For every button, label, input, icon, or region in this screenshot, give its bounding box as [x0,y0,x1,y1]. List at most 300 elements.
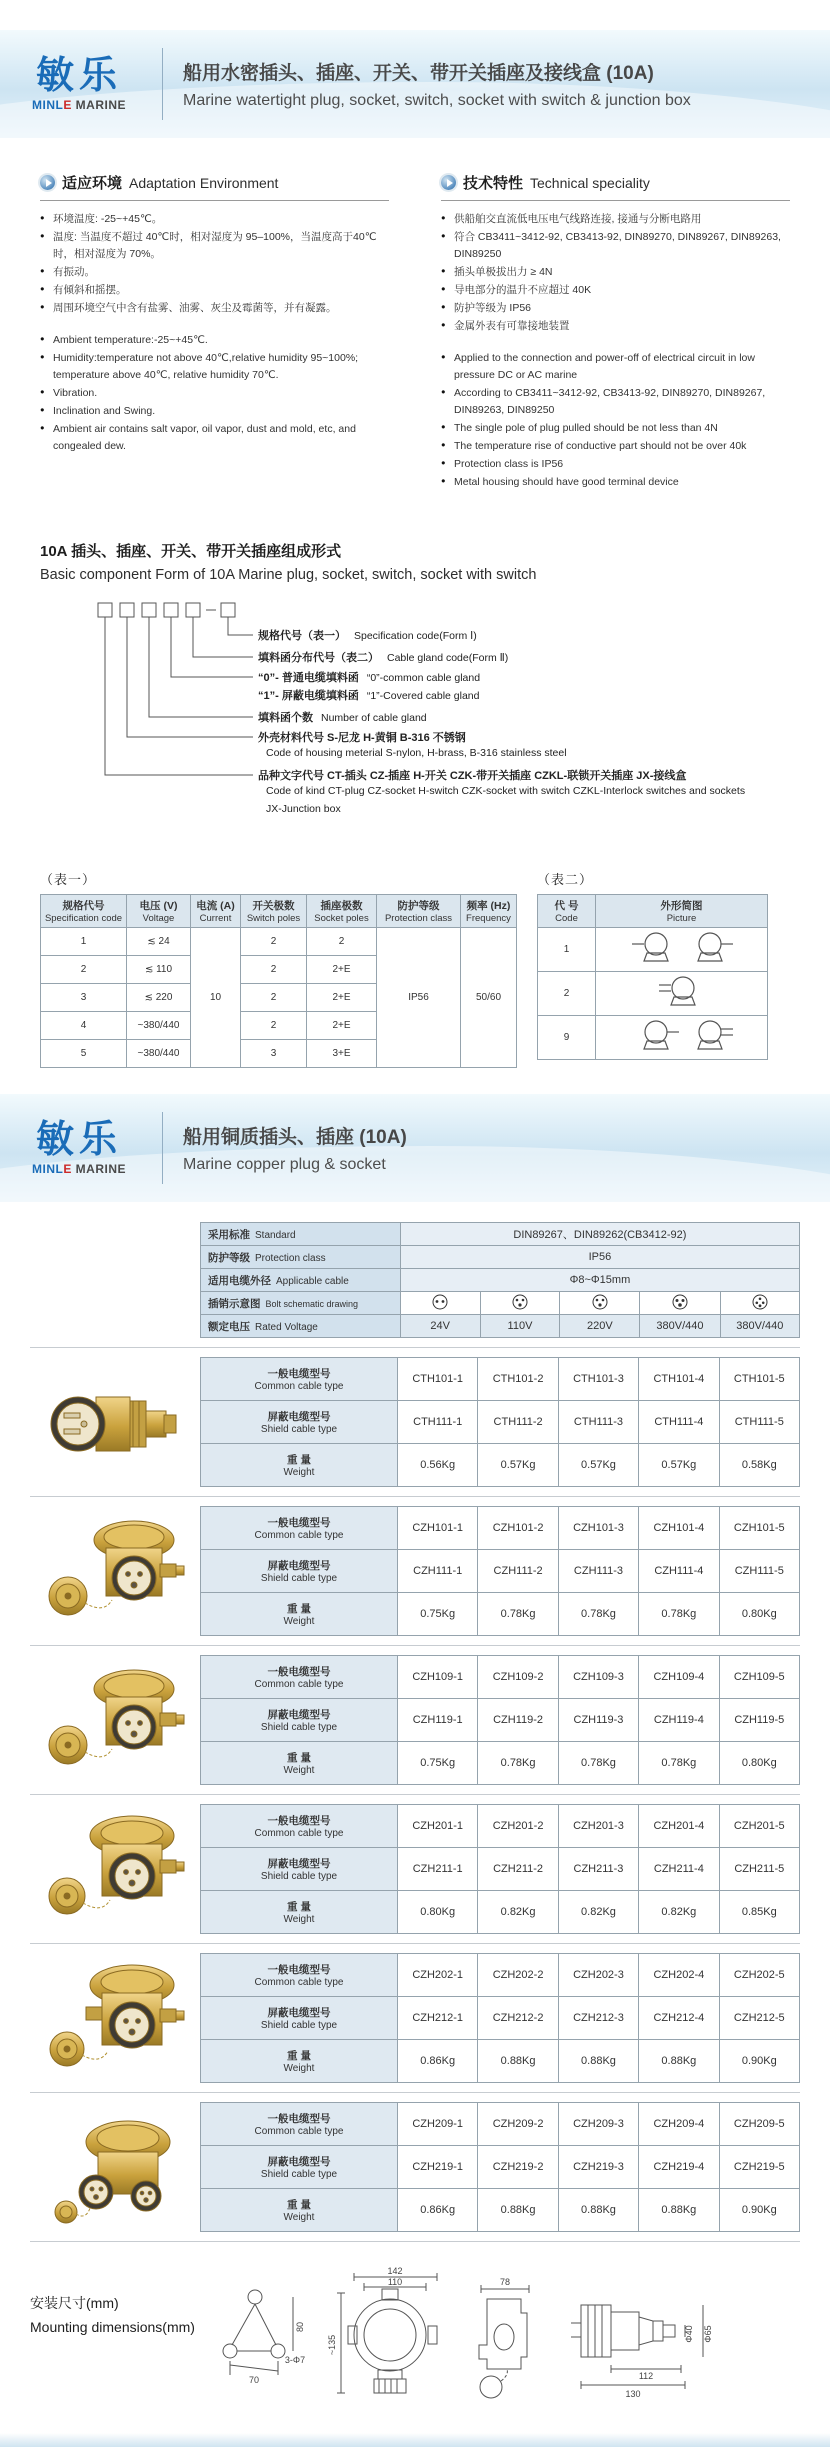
gland-picture-1 [596,928,768,972]
code-label: JX-Junction box [266,803,341,815]
cell: ≲ 110 [127,956,191,984]
brand-logo [0,1118,158,1176]
divider [162,48,163,120]
mounting-section [0,2251,830,2415]
group-separator [30,1943,800,1944]
mounting-title-en: Mounting dimensions(mm) [30,2319,195,2335]
adaptation-list-cn [40,211,389,317]
model-cell: CZH219-3 [558,2146,638,2189]
page2-title-cn: 船用铜质插头、插座 (10A) [183,1127,407,1148]
table-row [201,2189,800,2232]
cell: 1 [538,928,596,972]
feature-columns [0,138,830,492]
voltage-cell: 380V/440 [720,1315,799,1338]
list-item: ● 温度: 当温度不超过 40℃时，相对湿度为 95–100%，当温度高于40℃时，相对湿度为 70%。 [40,229,389,263]
pin-diagram-2p-icon [400,1292,480,1315]
cell: 2+E [307,956,377,984]
col-header: 电压 (V) Voltage [127,895,191,928]
model-cell: CZH201-2 [478,1805,558,1848]
voltage-cell: 110V [480,1315,560,1338]
play-bullet-icon [441,175,456,190]
list-item: ● 防护等级为 IP56 [441,300,790,317]
technical-list-en [441,350,790,491]
model-cell: CZH119-2 [478,1699,558,1742]
common-type-label: 一般电缆型号 Common cable type [201,1954,398,1997]
weight-cell: 0.78Kg [639,1742,719,1785]
list-item: ● According to CB3411~3412-92, CB3413-92, DIN89270, DIN89267, DIN89263, DIN89250 [441,385,790,419]
model-cell: CTH101-2 [478,1358,558,1401]
table-row [201,2040,800,2083]
model-table [200,1953,800,2083]
weight-cell: 0.78Kg [558,1593,638,1636]
model-cell: CZH201-5 [719,1805,799,1848]
model-cell: CZH109-5 [719,1656,799,1699]
adaptation-heading [40,172,389,201]
table-row [201,1891,800,1934]
cell: 4 [41,1012,127,1040]
shield-type-label: 屏蔽电缆型号 Shield cable type [201,1550,398,1593]
weight-cell: 0.86Kg [398,2040,478,2083]
form1-table [40,894,517,1068]
list-item: ● 周围环境空气中含有盐雾、油雾、灰尘及霉菌等，并有凝露。 [40,300,389,317]
list-item: ● Ambient air contains salt vapor, oil vapor, dust and mold, etc, and congealed dew. [40,421,389,455]
brand-logo-en: MINLE MARINE [31,97,126,112]
weight-cell: 0.56Kg [398,1444,478,1487]
table-row [538,928,768,972]
table-row [201,1292,800,1315]
model-cell: CZH119-4 [639,1699,719,1742]
pin-diagram-2pe-icon [480,1292,560,1315]
model-cell: CZH109-2 [478,1656,558,1699]
technical-heading-en: Technical speciality [530,174,650,191]
list-item: ● 有振动。 [40,264,389,281]
weight-label: 重 量 Weight [201,1742,398,1785]
gland-diagram-icon [612,1017,752,1055]
page-title-en: Marine watertight plug, socket, switch, socket with switch & junction box [183,92,691,109]
cell: 5 [41,1040,127,1068]
weight-cell: 0.88Kg [478,2040,558,2083]
group-separator [30,1794,800,1795]
dim-f65: Φ65 [703,2325,713,2343]
list-item: ● Metal housing should have good terminal device [441,474,790,491]
model-cell: CZH109-1 [398,1656,478,1699]
table-row [201,1997,800,2040]
model-cell: CTH111-1 [398,1401,478,1444]
spec-tables [0,869,830,1068]
weight-cell: 0.75Kg [398,1742,478,1785]
cell: ≲ 220 [127,984,191,1012]
model-table [200,1804,800,1934]
cell: 2 [241,984,307,1012]
table-row [538,1016,768,1060]
weight-label: 重 量 Weight [201,1444,398,1487]
form1-caption: （表一） [40,872,97,887]
code-label: 外壳材料代号 S-尼龙 H-黄铜 B-316 不锈钢 [258,732,466,744]
technical-list-cn [441,211,790,335]
code-label: 品种文字代号 CT-插头 CZ-插座 H-开关 CZK-带开关插座 CZKL-联锁开关插座 JX-接线盒 [258,770,687,782]
table-row [41,928,517,956]
voltage-cell: 24V [400,1315,480,1338]
socket-photo-illustration [40,1661,190,1779]
brand-logo-en: MINLE MARINE [31,1161,126,1176]
model-cell: CTH111-3 [558,1401,638,1444]
cell: 3 [241,1040,307,1068]
cell: 3+E [307,1040,377,1068]
technical-heading-cn: 技术特性 [463,175,524,192]
table-row [201,1550,800,1593]
model-cell: CZH219-4 [639,2146,719,2189]
cell: ≲ 24 [127,928,191,956]
model-cell: CZH212-4 [639,1997,719,2040]
mounting-drawings [215,2265,795,2415]
model-cell: CZH212-3 [558,1997,638,2040]
model-cell: CZH111-2 [478,1550,558,1593]
weight-cell: 0.58Kg [719,1444,799,1487]
table-row [201,1805,800,1848]
col-header: 插座极数 Socket poles [307,895,377,928]
list-item: ● Applied to the connection and power-off of electrical circuit in low pressure DC or AC marine [441,350,790,384]
list-item: ● Ambient temperature:-25~+45℃. [40,332,389,349]
model-cell: CZH119-1 [398,1699,478,1742]
dim-3f7: 3-Φ7 [284,2355,306,2365]
cell: ~380/440 [127,1040,191,1068]
cell: 2 [307,928,377,956]
product-group-czh109 [30,1655,800,1785]
weight-cell: 0.75Kg [398,1593,478,1636]
model-cell: CZH211-4 [639,1848,719,1891]
code-structure-diagram [58,599,790,827]
group-separator [30,1347,800,1348]
table-row [538,972,768,1016]
model-cell: CZH111-3 [558,1550,638,1593]
dim-142: 142 [387,2266,403,2276]
cell: 2+E [307,1012,377,1040]
form2-table [537,894,768,1060]
cell: 2 [41,956,127,984]
model-cell: CZH209-2 [478,2103,558,2146]
model-cell: CZH101-5 [719,1507,799,1550]
model-cell: CZH101-4 [639,1507,719,1550]
model-cell: CTH111-2 [478,1401,558,1444]
model-cell: CZH202-1 [398,1954,478,1997]
list-item: ● 环境温度: -25~+45℃。 [40,211,389,228]
code-label: 填料函个数 Number of cable gland [258,712,427,724]
cell: 3 [41,984,127,1012]
model-cell: CZH202-5 [719,1954,799,1997]
weight-cell: 0.57Kg [639,1444,719,1487]
model-cell: CTH111-5 [719,1401,799,1444]
table-row [201,1507,800,1550]
protection-label: 防护等级 Protection class [201,1246,401,1269]
product-group-cth101 [30,1357,800,1487]
model-cell: CZH109-3 [558,1656,638,1699]
table-row [201,2146,800,2189]
shield-type-label: 屏蔽电缆型号 Shield cable type [201,2146,398,2189]
model-cell: CTH111-4 [639,1401,719,1444]
list-item: ● The temperature rise of conductive part should not be over 40k [441,438,790,455]
model-cell: CTH101-1 [398,1358,478,1401]
play-bullet-icon [40,175,55,190]
common-type-label: 一般电缆型号 Common cable type [201,2103,398,2146]
model-table [200,1506,800,1636]
table-row [201,1954,800,1997]
socket-photo-illustration [40,1810,190,1928]
form2-caption: （表二） [537,872,594,887]
component-form-title-en: Basic component Form of 10A Marine plug, socket, switch, socket with switch [40,567,537,583]
model-cell: CTH101-3 [558,1358,638,1401]
weight-cell: 0.80Kg [719,1742,799,1785]
list-item: ● 导电部分的温升不应超过 40K [441,282,790,299]
model-cell: CZH212-5 [719,1997,799,2040]
list-item: ● The single pole of plug pulled should be not less than 4N [441,420,790,437]
model-cell: CZH212-1 [398,1997,478,2040]
code-label: 规格代号（表一） Specification code(Form Ⅰ) [258,630,477,642]
dim-80: 80 [295,2321,305,2333]
model-cell: CZH209-1 [398,2103,478,2146]
adaptation-heading-cn: 适应环境 [62,175,123,192]
weight-cell: 0.85Kg [719,1891,799,1934]
weight-cell: 0.88Kg [639,2040,719,2083]
weight-cell: 0.57Kg [558,1444,638,1487]
weight-cell: 0.80Kg [398,1891,478,1934]
table-row [201,1742,800,1785]
model-cell: CZH109-4 [639,1656,719,1699]
weight-cell: 0.78Kg [478,1593,558,1636]
code-label: Code of housing meterial S-nylon, H-brass, B-316 stainless steel [266,747,567,759]
weight-label: 重 量 Weight [201,2189,398,2232]
product-header-table [200,1222,800,1338]
model-cell: CZH201-4 [639,1805,719,1848]
component-form-title-cn: 10A 插头、插座、开关、带开关插座组成形式 [40,543,342,560]
code-label: Code of kind CT-plug CZ-socket H-switch CZK-socket with switch CZKL-Interlock switches and sockets [266,785,746,797]
protection-value: IP56 [400,1246,799,1269]
table-row [201,1593,800,1636]
footer-strip [0,2433,830,2447]
table-row [201,1223,800,1246]
cell: 9 [538,1016,596,1060]
list-item: ● 有倾斜和摇摆。 [40,282,389,299]
pin-diagram-2pe-icon [640,1292,720,1315]
group-separator [30,1645,800,1646]
model-cell: CZH101-1 [398,1507,478,1550]
model-cell: CZH211-1 [398,1848,478,1891]
model-cell: CZH219-2 [478,2146,558,2189]
product-photo-socket [30,1661,200,1779]
product-photo-socket [30,1810,200,1928]
weight-cell: 0.82Kg [639,1891,719,1934]
col-header: 外形简图 Picture [596,895,768,928]
cable-label: 适用电缆外径 Applicable cable [201,1269,401,1292]
dim-135: ~135 [327,2334,337,2356]
common-type-label: 一般电缆型号 Common cable type [201,1805,398,1848]
model-cell: CZH209-3 [558,2103,638,2146]
cell: 2 [538,972,596,1016]
brand-logo-cn: 敏乐 [35,1118,122,1161]
table-row [201,1269,800,1292]
model-cell: CZH202-4 [639,1954,719,1997]
code-label: 填料函分布代号（表二） Cable gland code(Form Ⅱ) [258,652,509,664]
table-row [201,1444,800,1487]
table-row [201,1699,800,1742]
model-cell: CTH101-5 [719,1358,799,1401]
standard-value: DIN89267、DIN89262(CB3412-92) [400,1223,799,1246]
weight-cell: 0.80Kg [719,1593,799,1636]
pin-diagram-3pe-icon [720,1292,799,1315]
adaptation-heading-en: Adaptation Environment [129,174,279,191]
cell: 2 [241,928,307,956]
standard-label: 采用标准 Standard [201,1223,401,1246]
model-table [200,1655,800,1785]
model-cell: CZH201-1 [398,1805,478,1848]
page2-title-en: Marine copper plug & socket [183,1156,386,1173]
code-label: “0”- 普通电缆填料函 “0”-common cable gland [258,672,481,684]
list-item: ● Vibration. [40,385,389,402]
pin-diagram-2pe-icon [560,1292,640,1315]
weight-cell: 0.90Kg [719,2189,799,2232]
model-cell: CTH101-4 [639,1358,719,1401]
weight-cell: 0.78Kg [639,1593,719,1636]
product-group-czh101 [30,1506,800,1636]
plug-photo-illustration [40,1363,190,1481]
shield-type-label: 屏蔽电缆型号 Shield cable type [201,1401,398,1444]
form1-block [40,869,517,1068]
common-type-label: 一般电缆型号 Common cable type [201,1358,398,1401]
model-cell: CZH111-1 [398,1550,478,1593]
gland-diagram-icon [612,973,752,1011]
col-header: 代 号 Code [538,895,596,928]
table-row [201,1848,800,1891]
weight-label: 重 量 Weight [201,1891,398,1934]
cell: 1 [41,928,127,956]
weight-cell: 0.90Kg [719,2040,799,2083]
voltage-cell: 220V [560,1315,640,1338]
product-photo-double-socket [30,2108,200,2226]
model-cell: CZH119-5 [719,1699,799,1742]
model-cell: CZH111-4 [639,1550,719,1593]
cell: 2 [241,1012,307,1040]
weight-cell: 0.88Kg [558,2040,638,2083]
weight-label: 重 量 Weight [201,1593,398,1636]
list-item: ● Inclination and Swing. [40,403,389,420]
model-cell: CZH209-4 [639,2103,719,2146]
header-band-2 [0,1094,830,1202]
col-header: 频率 (Hz) Frequency [461,895,517,928]
cell: IP56 [377,928,461,1068]
cell: 50/60 [461,928,517,1068]
model-cell: CZH101-2 [478,1507,558,1550]
cell: ~380/440 [127,1012,191,1040]
gland-diagram-icon [612,929,752,967]
gland-picture-9 [596,1016,768,1060]
shield-type-label: 屏蔽电缆型号 Shield cable type [201,1848,398,1891]
model-cell: CZH212-2 [478,1997,558,2040]
double-socket-photo-illustration [40,2108,190,2226]
form2-block [537,869,768,1060]
dim-70: 70 [248,2375,260,2385]
product-group-czh209 [30,2102,800,2232]
weight-cell: 0.88Kg [558,2189,638,2232]
socket-photo-illustration [40,1959,190,2077]
adaptation-list-en [40,332,389,455]
table-row [201,1358,800,1401]
model-cell: CZH202-3 [558,1954,638,1997]
page-title-block [183,58,691,110]
product-photo-socket [30,1512,200,1630]
code-label: “1”- 屏蔽电缆填料函 “1”-Covered cable gland [258,690,480,702]
product-section [0,1202,830,2242]
weight-cell: 0.82Kg [558,1891,638,1934]
group-separator [30,1496,800,1497]
technical-section [441,172,790,492]
list-item: ● 符合 CB3411~3412-92, CB3413-92, DIN89270, DIN89267, DIN89263, DIN89250 [441,229,790,263]
shield-type-label: 屏蔽电缆型号 Shield cable type [201,1699,398,1742]
col-header: 规格代号 Specification code [41,895,127,928]
list-item: ● 插头单极拔出力 ≥ 4N [441,264,790,281]
product-group-czh202 [30,1953,800,2083]
shield-type-label: 屏蔽电缆型号 Shield cable type [201,1997,398,2040]
cell: 10 [191,928,241,1068]
page-title-block [183,1122,407,1174]
col-header: 开关极数 Switch poles [241,895,307,928]
table-row [201,2103,800,2146]
brand-logo [0,54,158,112]
product-group-czh201 [30,1804,800,1934]
list-item: ● Humidity:temperature not above 40℃,relative humidity 95~100%; temperature above 40℃, relative humidity 70℃. [40,350,389,384]
model-cell: CZH219-1 [398,2146,478,2189]
component-form-section [0,492,830,827]
common-type-label: 一般电缆型号 Common cable type [201,1507,398,1550]
list-item: ● 供船舶交直流低电压电气线路连接, 接通与分断电路用 [441,211,790,228]
model-cell: CZH201-3 [558,1805,638,1848]
socket-photo-illustration [40,1512,190,1630]
divider [162,1112,163,1184]
group-separator [30,2241,800,2242]
table-row [201,1656,800,1699]
weight-cell: 0.78Kg [558,1742,638,1785]
col-header: 电流 (A) Current [191,895,241,928]
dim-78: 78 [499,2277,511,2287]
technical-heading [441,172,790,201]
group-separator [30,2092,800,2093]
dim-112: 112 [638,2371,654,2381]
weight-label: 重 量 Weight [201,2040,398,2083]
dim-f40: Φ40 [684,2325,694,2343]
voltage-cell: 380V/440 [640,1315,720,1338]
weight-cell: 0.57Kg [478,1444,558,1487]
table-row [201,1246,800,1269]
voltage-label: 额定电压 Rated Voltage [201,1315,401,1338]
model-cell: CZH111-5 [719,1550,799,1593]
mounting-title-cn: 安装尺寸(mm) [30,2295,119,2311]
model-table [200,1357,800,1487]
model-cell: CZH202-2 [478,1954,558,1997]
adaptation-section [40,172,389,492]
brand-logo-cn: 敏乐 [35,54,122,97]
table-row [201,1401,800,1444]
cell: 2+E [307,984,377,1012]
gland-picture-2 [596,972,768,1016]
list-item: ● Protection class is IP56 [441,456,790,473]
table-row [201,1315,800,1338]
col-header: 防护等级 Protection class [377,895,461,928]
product-photo-socket [30,1959,200,2077]
header-band-1 [0,30,830,138]
model-cell: CZH211-3 [558,1848,638,1891]
model-cell: CZH211-2 [478,1848,558,1891]
bolt-label: 插销示意图 Bolt schematic drawing [201,1292,401,1315]
weight-cell: 0.86Kg [398,2189,478,2232]
mounting-title-block [30,2265,215,2335]
